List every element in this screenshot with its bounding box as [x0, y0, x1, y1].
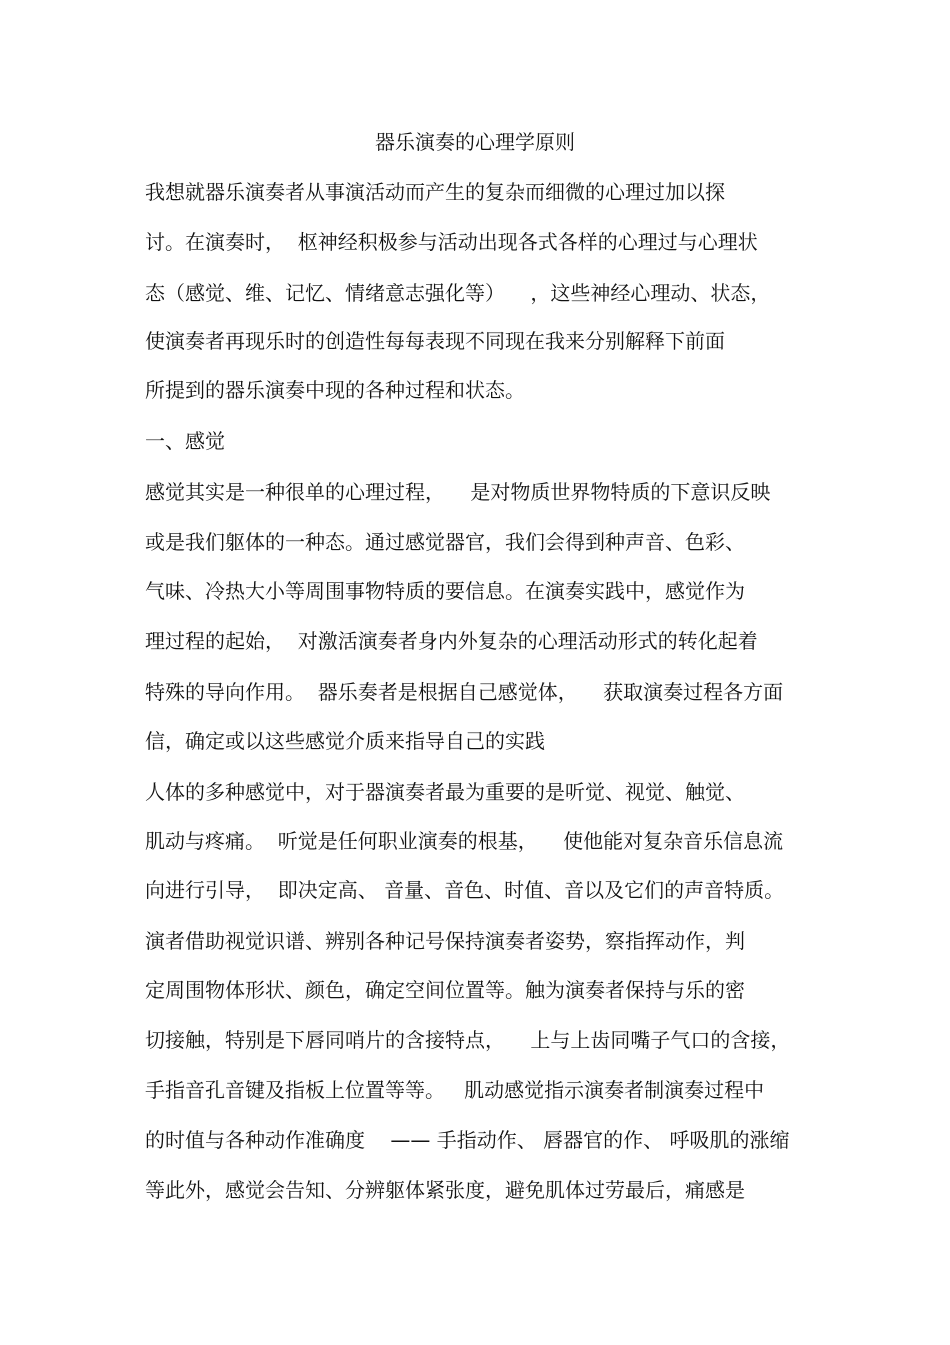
document-title: 器乐演奏的心理学原则: [375, 130, 575, 154]
paragraph-line-11: 特殊的导向作用。 器乐奏者是根据自己感觉体， 获取演奏过程各方面: [145, 680, 784, 704]
paragraph-line-1: 我想就器乐演奏者从事演活动而产生的复杂而细微的心理过加以探: [145, 180, 725, 204]
paragraph-line-2: 讨。在演奏时， 枢神经积极参与活动出现各式各样的心理过与心理状: [145, 230, 758, 254]
paragraph-line-16: 演者借助视觉识谱、辨别各种记号保持演奏者姿势，察指挥动作，判: [145, 929, 745, 953]
paragraph-line-17: 定周围物体形状、颜色，确定空间位置等。触为演奏者保持与乐的密: [145, 978, 745, 1002]
paragraph-line-18: 切接触，特别是下唇同哨片的含接特点， 上与上齿同嘴子气口的含接，: [145, 1028, 791, 1052]
paragraph-line-8: 或是我们躯体的一种态。通过感觉器官，我们会得到种声音、色彩、: [145, 530, 745, 554]
paragraph-line-9: 气味、冷热大小等周围事物特质的要信息。在演奏实践中，感觉作为: [145, 579, 745, 603]
paragraph-line-5: 所提到的器乐演奏中现的各种过程和状态。: [145, 378, 525, 402]
paragraph-line-15: 向进行引导， 即决定高、 音量、音色、时值、音以及它们的声音特质。: [145, 878, 785, 902]
paragraph-line-4: 使演奏者再现乐时的创造性每每表现不同现在我来分别解释下前面: [145, 329, 725, 353]
paragraph-line-19: 手指音孔音键及指板上位置等等。 肌动感觉指示演奏者制演奏过程中: [145, 1078, 765, 1102]
paragraph-line-12: 信，确定或以这些感觉介质来指导自己的实践: [145, 729, 545, 753]
section-heading-sensation: 一、感觉: [145, 429, 225, 453]
paragraph-line-21: 等此外，感觉会告知、分辨躯体紧张度，避免肌体过劳最后，痛感是: [145, 1178, 745, 1202]
paragraph-line-20: 的时值与各种动作准确度 —— 手指动作、 唇器官的作、 呼吸肌的涨缩: [145, 1128, 790, 1152]
paragraph-line-13: 人体的多种感觉中，对于器演奏者最为重要的是听觉、视觉、触觉、: [145, 780, 745, 804]
paragraph-line-3: 态（感觉、维、记忆、情绪意志强化等） ，这些神经心理动、状态，: [145, 281, 771, 305]
paragraph-line-10: 理过程的起始， 对激活演奏者身内外复杂的心理活动形式的转化起着: [145, 629, 758, 653]
paragraph-line-14: 肌动与疼痛。 听觉是任何职业演奏的根基， 使他能对复杂音乐信息流: [145, 829, 784, 853]
paragraph-line-7: 感觉其实是一种很单的心理过程， 是对物质世界物特质的下意识反映: [145, 480, 771, 504]
